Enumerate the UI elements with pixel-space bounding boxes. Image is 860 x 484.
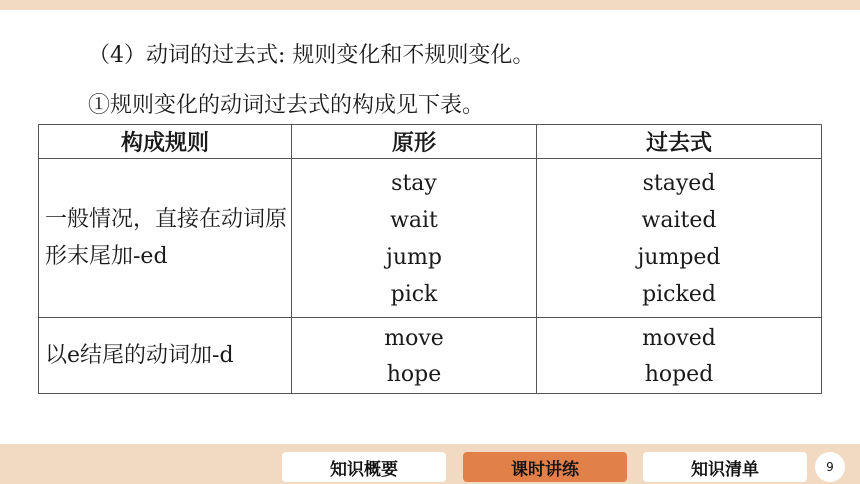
past-form-word: stayed	[642, 171, 716, 196]
table-row	[39, 318, 822, 394]
past-form-cell	[537, 318, 822, 394]
table-header-row	[39, 125, 822, 159]
base-form-cell	[292, 159, 537, 318]
past-form-word: hoped	[644, 362, 714, 387]
base-form-word: jump	[386, 245, 442, 270]
base-form-word: stay	[391, 171, 437, 196]
past-form-word: waited	[641, 208, 717, 233]
column-header-past-form: 过去式	[537, 125, 822, 159]
column-header-base-form: 原形	[292, 125, 537, 159]
past-tense-rules-table	[38, 124, 822, 394]
base-form-word: move	[384, 326, 444, 351]
section-heading: （4）动词的过去式: 规则变化和不规则变化。	[88, 43, 535, 68]
past-form-word: jumped	[637, 245, 721, 270]
past-form-word: picked	[642, 282, 716, 307]
rule-cell: 一般情况，直接在动词原形末尾加-ed	[39, 159, 292, 318]
past-form-word: moved	[642, 326, 716, 351]
column-header-rule: 构成规则	[39, 125, 292, 159]
rule-cell: 以e结尾的动词加-d	[39, 318, 292, 394]
table-row	[39, 159, 822, 318]
section-subheading: ①规则变化的动词过去式的构成见下表。	[88, 93, 485, 118]
page-number-badge: 9	[815, 452, 845, 482]
base-form-word: hope	[386, 362, 442, 387]
knowledge-overview-button[interactable]: 知识概要	[282, 452, 446, 482]
base-form-word: pick	[390, 282, 438, 307]
knowledge-checklist-button[interactable]: 知识清单	[643, 452, 807, 482]
past-form-cell	[537, 159, 822, 318]
lesson-practice-button[interactable]: 课时讲练	[463, 452, 627, 482]
base-form-word: wait	[390, 208, 438, 233]
base-form-cell	[292, 318, 537, 394]
top-decorative-bar	[0, 0, 860, 10]
